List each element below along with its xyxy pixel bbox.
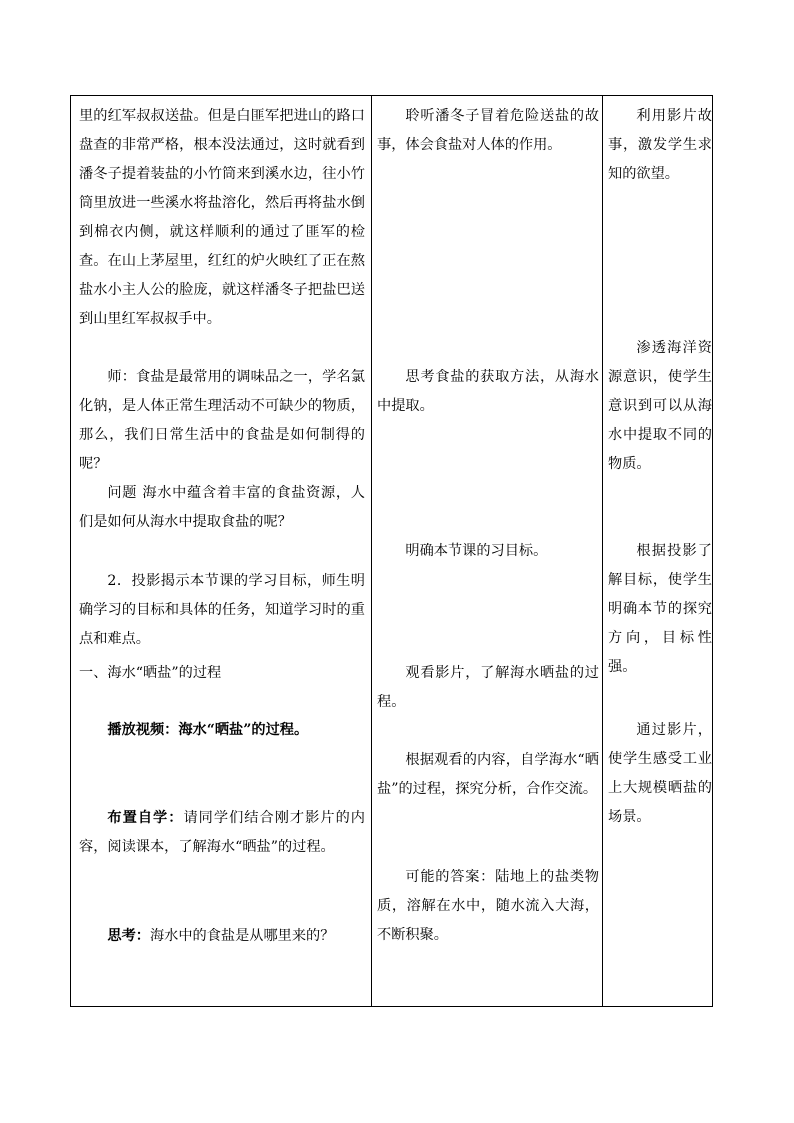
- intent-story-paragraph: 利用影片故事，激发学生求知的欲望。: [608, 108, 712, 182]
- design-intent-column: [602, 96, 712, 1006]
- student-activity-column: [371, 96, 603, 1006]
- story-paragraph: 里的红军叔叔送盐。但是白匪军把进山的路口盘查的非常严格，根本没法通过，这时就看到潘冬子提着装盐的小竹筒来到溪水边，往小竹筒里放进一些溪水将盐溶化，然后再将盐水倒到棉衣内侧，就这样顺利的通过了匪军的检查。在山上茅屋里，红红的炉火映红了正在熬盐水小主人公的脸庞，就这样潘冬子把盐巴送到山里红军叔叔手中。: [79, 108, 365, 327]
- self-study-label: 布置自学：: [107, 810, 184, 826]
- problem-paragraph: 问题 海水中蕴含着丰富的食盐资源，人们是如何从海水中提取食盐的呢？: [79, 485, 365, 530]
- student-listen-paragraph: 聆听潘冬子冒着危险送盐的故事，体会食盐对人体的作用。: [377, 108, 599, 153]
- teacher-activity-column: [71, 96, 372, 1006]
- self-study-paragraph: [79, 804, 365, 862]
- intent-video-paragraph: 通过影片，使学生感受工业上大规模晒盐的场景。: [608, 722, 712, 825]
- student-objective-paragraph: 明确本节课的习目标。: [405, 543, 548, 559]
- section-heading: 一、海水“晒盐”的过程: [79, 665, 222, 681]
- teacher-question-paragraph: 师：食盐是最常用的调味品之一，学名氯化钠，是人体正常生理活动不可缺少的物质，那么，我们日常生活中的食盐是如何制得的呢？: [79, 369, 365, 472]
- play-video-paragraph: 播放视频：海水“晒盐”的过程。: [107, 722, 309, 738]
- self-study-text: 请同学们结合刚才影片的内容，阅读课本，了解海水“晒盐”的过程。: [79, 810, 365, 855]
- student-answer-paragraph: 可能的答案：陆地上的盐类物质，溶解在水中，随水流入大海，不断积聚。: [377, 869, 599, 943]
- intent-resource-paragraph: 渗透海洋资源意识，使学生意识到可以从海水中提取不同的物质。: [608, 340, 712, 472]
- intent-objective-paragraph: 根据投影了解目标，使学生明确本节的探究方向，目标性强。: [608, 543, 712, 675]
- think-label: 思考：: [107, 928, 150, 944]
- student-watch-paragraph: 观看影片，了解海水晒盐的过程。: [377, 665, 599, 710]
- think-text: 海水中的食盐是从哪里来的？: [149, 928, 335, 944]
- student-think-paragraph: 思考食盐的获取方法，从海水中提取。: [377, 369, 599, 414]
- objectives-paragraph: 2．投影揭示本节课的学习目标，师生明确学习的目标和具体的任务，知道学习时的重点和难点。: [79, 573, 365, 647]
- think-paragraph: [79, 922, 365, 951]
- student-selfstudy-paragraph: 根据观看的内容，自学海水“晒盐”的过程，探究分析，合作交流。: [377, 752, 599, 797]
- lesson-table: [70, 95, 713, 1007]
